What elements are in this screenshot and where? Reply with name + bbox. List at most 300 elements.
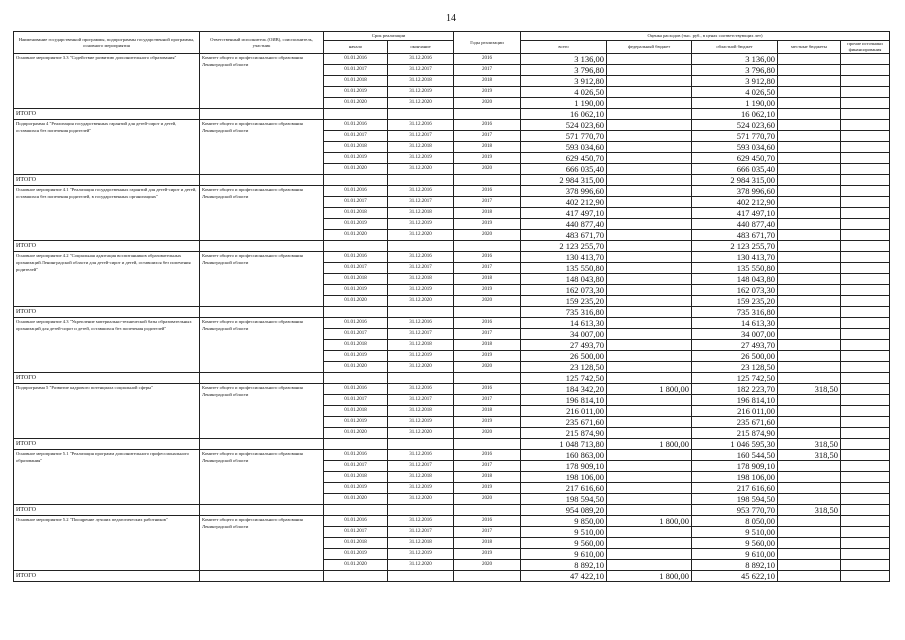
amount-total: 216 011,00 (521, 406, 607, 417)
amount-other (841, 142, 890, 153)
start-date: 01.01.2019 (324, 87, 388, 98)
amount-total: 26 500,00 (521, 351, 607, 362)
empty-cell (388, 439, 454, 450)
empty-cell (200, 373, 324, 384)
amount-federal (607, 153, 692, 164)
total-row (14, 109, 890, 120)
amount-federal: 1 800,00 (607, 384, 692, 395)
start-date: 01.01.2019 (324, 483, 388, 494)
total-local (778, 241, 841, 252)
year: 2020 (454, 164, 521, 175)
year: 2020 (454, 230, 521, 241)
amount-local (778, 417, 841, 428)
amount-local (778, 274, 841, 285)
year: 2017 (454, 263, 521, 274)
amount-local (778, 406, 841, 417)
start-date: 01.01.2017 (324, 65, 388, 76)
amount-regional: 159 235,20 (692, 296, 778, 307)
amount-regional: 440 877,40 (692, 219, 778, 230)
program-name: Основное мероприятие 4.3 "Укрепление материально-технической базы образовательных организаций для детей-сирот и детей, оставшихся без попечения родителей" (14, 318, 200, 373)
amount-local (778, 153, 841, 164)
amount-federal (607, 164, 692, 175)
year: 2018 (454, 472, 521, 483)
end-date: 31.12.2019 (388, 549, 454, 560)
amount-local (778, 461, 841, 472)
year: 2019 (454, 153, 521, 164)
total-other (841, 307, 890, 318)
start-date: 01.01.2018 (324, 76, 388, 87)
total-label: ИТОГО (14, 241, 200, 252)
total-other (841, 241, 890, 252)
amount-local (778, 263, 841, 274)
program-name: Основное мероприятие 5.2 "Поощрение лучших педагогических работников" (14, 516, 200, 571)
total-other (841, 505, 890, 516)
amount-total: 196 814,10 (521, 395, 607, 406)
amount-total: 524 023,60 (521, 120, 607, 131)
year: 2018 (454, 76, 521, 87)
start-date: 01.01.2020 (324, 494, 388, 505)
amount-federal (607, 142, 692, 153)
amount-local (778, 362, 841, 373)
responsible-executor: Комитет общего и профессионального образования Ленинградской области (200, 516, 324, 571)
amount-regional: 198 594,50 (692, 494, 778, 505)
amount-federal (607, 472, 692, 483)
amount-other (841, 120, 890, 131)
end-date: 31.12.2020 (388, 362, 454, 373)
year: 2020 (454, 560, 521, 571)
program-name: Основное мероприятие 4.2 "Социальная адаптация воспитанников образовательных организаций Ленинградской области для детей-сирот и детей, оставшихся без попечения родителей" (14, 252, 200, 307)
amount-other (841, 54, 890, 65)
amount-total: 483 671,70 (521, 230, 607, 241)
end-date: 31.12.2019 (388, 219, 454, 230)
start-date: 01.01.2017 (324, 197, 388, 208)
amount-other (841, 230, 890, 241)
start-date: 01.01.2019 (324, 219, 388, 230)
total-local: 318,50 (778, 439, 841, 450)
amount-federal (607, 54, 692, 65)
amount-total: 9 610,00 (521, 549, 607, 560)
amount-total: 27 493,70 (521, 340, 607, 351)
table-row (14, 318, 890, 329)
end-date: 31.12.2017 (388, 527, 454, 538)
year: 2019 (454, 417, 521, 428)
end-date: 31.12.2019 (388, 351, 454, 362)
total-label: ИТОГО (14, 505, 200, 516)
amount-other (841, 362, 890, 373)
amount-other (841, 98, 890, 109)
responsible-executor: Комитет общего и профессионального образования Ленинградской области (200, 252, 324, 307)
amount-federal (607, 65, 692, 76)
program-name: Основное мероприятие 5.1 "Реализация программ дополнительного профессионального образования" (14, 450, 200, 505)
amount-local (778, 252, 841, 263)
amount-local (778, 483, 841, 494)
amount-regional: 524 023,60 (692, 120, 778, 131)
amount-federal: 1 800,00 (607, 516, 692, 527)
amount-regional: 216 011,00 (692, 406, 778, 417)
responsible-executor: Комитет общего и профессионального образования Ленинградской области (200, 186, 324, 241)
amount-total: 198 106,00 (521, 472, 607, 483)
total-row (14, 571, 890, 582)
end-date: 31.12.2016 (388, 384, 454, 395)
amount-federal (607, 186, 692, 197)
amount-federal (607, 340, 692, 351)
amount-total: 184 342,20 (521, 384, 607, 395)
start-date: 01.01.2019 (324, 351, 388, 362)
start-date: 01.01.2017 (324, 263, 388, 274)
year: 2017 (454, 395, 521, 406)
amount-regional: 629 450,70 (692, 153, 778, 164)
header-period: Срок реализации (324, 32, 454, 41)
start-date: 01.01.2016 (324, 318, 388, 329)
amount-local: 318,50 (778, 384, 841, 395)
start-date: 01.01.2017 (324, 131, 388, 142)
amount-regional: 235 671,60 (692, 417, 778, 428)
year: 2018 (454, 274, 521, 285)
empty-cell (388, 175, 454, 186)
end-date: 31.12.2018 (388, 406, 454, 417)
header-name: Наименование государственной программы, подпрограммы государственной программы, основного мероприятия (14, 32, 200, 54)
amount-federal (607, 76, 692, 87)
amount-total: 198 594,50 (521, 494, 607, 505)
amount-federal (607, 263, 692, 274)
amount-total: 593 034,60 (521, 142, 607, 153)
start-date: 01.01.2017 (324, 329, 388, 340)
amount-other (841, 340, 890, 351)
total-total: 125 742,50 (521, 373, 607, 384)
empty-cell (200, 505, 324, 516)
empty-cell (324, 175, 388, 186)
amount-other (841, 219, 890, 230)
amount-other (841, 329, 890, 340)
amount-total: 160 863,00 (521, 450, 607, 461)
amount-total: 378 996,60 (521, 186, 607, 197)
table-row (14, 54, 890, 65)
start-date: 01.01.2016 (324, 384, 388, 395)
amount-total: 130 413,70 (521, 252, 607, 263)
start-date: 01.01.2019 (324, 549, 388, 560)
amount-federal (607, 406, 692, 417)
amount-other (841, 527, 890, 538)
total-regional: 953 770,70 (692, 505, 778, 516)
responsible-executor: Комитет общего и профессионального образования Ленинградской области (200, 54, 324, 109)
responsible-executor: Комитет общего и профессионального образования Ленинградской области (200, 384, 324, 439)
end-date: 31.12.2017 (388, 197, 454, 208)
amount-total: 1 190,00 (521, 98, 607, 109)
start-date: 01.01.2018 (324, 340, 388, 351)
amount-local (778, 351, 841, 362)
empty-cell (324, 571, 388, 582)
start-date: 01.01.2016 (324, 516, 388, 527)
amount-regional: 378 996,60 (692, 186, 778, 197)
empty-cell (324, 505, 388, 516)
amount-other (841, 384, 890, 395)
amount-local (778, 197, 841, 208)
amount-federal (607, 560, 692, 571)
end-date: 31.12.2017 (388, 461, 454, 472)
amount-total: 9 560,00 (521, 538, 607, 549)
total-row (14, 505, 890, 516)
amount-local (778, 494, 841, 505)
total-other (841, 373, 890, 384)
amount-regional: 483 671,70 (692, 230, 778, 241)
total-federal (607, 505, 692, 516)
amount-local (778, 131, 841, 142)
amount-other (841, 197, 890, 208)
end-date: 31.12.2020 (388, 230, 454, 241)
amount-local (778, 65, 841, 76)
amount-federal (607, 274, 692, 285)
amount-total: 148 043,80 (521, 274, 607, 285)
amount-total: 440 877,40 (521, 219, 607, 230)
amount-regional: 27 493,70 (692, 340, 778, 351)
header-other: прочие источники финансирования (841, 41, 890, 54)
year: 2017 (454, 131, 521, 142)
amount-regional: 8 050,00 (692, 516, 778, 527)
total-regional: 2 123 255,70 (692, 241, 778, 252)
empty-cell (388, 571, 454, 582)
start-date: 01.01.2019 (324, 285, 388, 296)
amount-total: 3 912,80 (521, 76, 607, 87)
total-federal (607, 175, 692, 186)
amount-total: 159 235,20 (521, 296, 607, 307)
amount-other (841, 208, 890, 219)
total-regional: 2 984 315,00 (692, 175, 778, 186)
total-total: 2 123 255,70 (521, 241, 607, 252)
empty-cell (200, 109, 324, 120)
start-date: 01.01.2018 (324, 208, 388, 219)
header-total: всего (521, 41, 607, 54)
empty-cell (388, 505, 454, 516)
amount-other (841, 406, 890, 417)
total-local (778, 109, 841, 120)
amount-total: 9 850,00 (521, 516, 607, 527)
end-date: 31.12.2019 (388, 483, 454, 494)
amount-local (778, 549, 841, 560)
amount-total: 34 007,00 (521, 329, 607, 340)
header-end: окончание (388, 41, 454, 54)
start-date: 01.01.2020 (324, 98, 388, 109)
amount-regional: 26 500,00 (692, 351, 778, 362)
year: 2016 (454, 450, 521, 461)
amount-other (841, 472, 890, 483)
amount-other (841, 450, 890, 461)
amount-local (778, 87, 841, 98)
year: 2017 (454, 197, 521, 208)
year: 2019 (454, 351, 521, 362)
amount-federal (607, 131, 692, 142)
start-date: 01.01.2017 (324, 527, 388, 538)
amount-other (841, 395, 890, 406)
start-date: 01.01.2019 (324, 417, 388, 428)
start-date: 01.01.2018 (324, 142, 388, 153)
end-date: 31.12.2018 (388, 538, 454, 549)
total-row (14, 307, 890, 318)
total-row (14, 175, 890, 186)
amount-regional: 1 190,00 (692, 98, 778, 109)
start-date: 01.01.2018 (324, 406, 388, 417)
amount-regional: 9 610,00 (692, 549, 778, 560)
end-date: 31.12.2018 (388, 76, 454, 87)
amount-total: 402 212,90 (521, 197, 607, 208)
amount-federal (607, 230, 692, 241)
total-total: 2 984 315,00 (521, 175, 607, 186)
amount-regional: 162 073,30 (692, 285, 778, 296)
amount-total: 178 909,10 (521, 461, 607, 472)
total-federal: 1 800,00 (607, 571, 692, 582)
end-date: 31.12.2016 (388, 516, 454, 527)
year: 2019 (454, 285, 521, 296)
amount-local (778, 428, 841, 439)
empty-cell (324, 241, 388, 252)
total-row (14, 439, 890, 450)
end-date: 31.12.2020 (388, 296, 454, 307)
header-regional: областной бюджет (692, 41, 778, 54)
total-federal: 1 800,00 (607, 439, 692, 450)
start-date: 01.01.2018 (324, 472, 388, 483)
amount-local (778, 318, 841, 329)
total-row (14, 373, 890, 384)
amount-local (778, 516, 841, 527)
amount-federal (607, 351, 692, 362)
total-total: 16 062,10 (521, 109, 607, 120)
empty-cell (200, 175, 324, 186)
amount-other (841, 538, 890, 549)
amount-local (778, 340, 841, 351)
amount-other (841, 417, 890, 428)
total-local (778, 373, 841, 384)
header-local: местные бюджеты (778, 41, 841, 54)
amount-local (778, 219, 841, 230)
header-federal: федеральный бюджет (607, 41, 692, 54)
year: 2018 (454, 538, 521, 549)
amount-regional: 182 223,70 (692, 384, 778, 395)
year: 2016 (454, 252, 521, 263)
table-row (14, 450, 890, 461)
table-row (14, 120, 890, 131)
start-date: 01.01.2018 (324, 274, 388, 285)
amount-regional: 3 912,80 (692, 76, 778, 87)
empty-cell (454, 373, 521, 384)
year: 2018 (454, 406, 521, 417)
amount-federal (607, 318, 692, 329)
header-start: начало (324, 41, 388, 54)
end-date: 31.12.2017 (388, 131, 454, 142)
total-federal (607, 307, 692, 318)
empty-cell (324, 373, 388, 384)
responsible-executor: Комитет общего и профессионального образования Ленинградской области (200, 318, 324, 373)
amount-other (841, 549, 890, 560)
amount-other (841, 76, 890, 87)
end-date: 31.12.2019 (388, 417, 454, 428)
year: 2019 (454, 483, 521, 494)
total-label: ИТОГО (14, 175, 200, 186)
amount-other (841, 87, 890, 98)
amount-other (841, 351, 890, 362)
empty-cell (200, 241, 324, 252)
empty-cell (200, 439, 324, 450)
end-date: 31.12.2018 (388, 340, 454, 351)
start-date: 01.01.2016 (324, 252, 388, 263)
amount-other (841, 186, 890, 197)
amount-federal (607, 120, 692, 131)
amount-federal (607, 494, 692, 505)
amount-regional: 215 874,90 (692, 428, 778, 439)
amount-other (841, 296, 890, 307)
amount-other (841, 164, 890, 175)
year: 2020 (454, 494, 521, 505)
amount-regional: 8 892,10 (692, 560, 778, 571)
end-date: 31.12.2016 (388, 318, 454, 329)
amount-federal (607, 197, 692, 208)
amount-regional: 178 909,10 (692, 461, 778, 472)
total-other (841, 571, 890, 582)
total-total: 954 089,20 (521, 505, 607, 516)
amount-federal (607, 527, 692, 538)
amount-other (841, 461, 890, 472)
year: 2016 (454, 384, 521, 395)
start-date: 01.01.2017 (324, 461, 388, 472)
empty-cell (324, 439, 388, 450)
amount-local (778, 142, 841, 153)
amount-total: 666 035,40 (521, 164, 607, 175)
amount-federal (607, 538, 692, 549)
total-regional: 1 046 595,30 (692, 439, 778, 450)
amount-other (841, 516, 890, 527)
amount-total: 629 450,70 (521, 153, 607, 164)
amount-federal (607, 252, 692, 263)
amount-other (841, 318, 890, 329)
amount-regional: 402 212,90 (692, 197, 778, 208)
empty-cell (324, 307, 388, 318)
amount-federal (607, 208, 692, 219)
year: 2019 (454, 549, 521, 560)
empty-cell (454, 109, 521, 120)
amount-total: 3 796,80 (521, 65, 607, 76)
year: 2018 (454, 142, 521, 153)
end-date: 31.12.2020 (388, 494, 454, 505)
amount-regional: 14 613,30 (692, 318, 778, 329)
program-name: Основное мероприятие 4.1 "Реализация государственных гарантий для детей-сирот и детей, оставшихся без попечения родителей, в государственных организациях" (14, 186, 200, 241)
page-number: 14 (446, 13, 456, 24)
amount-federal (607, 549, 692, 560)
header-estimate: Оценка расходов (тыс. руб., в ценах соответствующих лет) (521, 32, 890, 41)
amount-regional: 34 007,00 (692, 329, 778, 340)
amount-local (778, 76, 841, 87)
total-total: 47 422,10 (521, 571, 607, 582)
total-regional: 16 062,10 (692, 109, 778, 120)
amount-local (778, 120, 841, 131)
program-name: Основное мероприятие 3.3 "Содействие развитию дополнительного образования" (14, 54, 200, 109)
empty-cell (388, 307, 454, 318)
table-row (14, 252, 890, 263)
amount-regional: 571 770,70 (692, 131, 778, 142)
program-name: Подпрограмма 5 "Развитие кадрового потенциала социальной сферы" (14, 384, 200, 439)
amount-regional: 135 550,80 (692, 263, 778, 274)
start-date: 01.01.2020 (324, 230, 388, 241)
total-other (841, 175, 890, 186)
year: 2016 (454, 318, 521, 329)
amount-federal (607, 483, 692, 494)
end-date: 31.12.2018 (388, 208, 454, 219)
end-date: 31.12.2020 (388, 428, 454, 439)
total-local: 318,50 (778, 505, 841, 516)
amount-local (778, 186, 841, 197)
year: 2020 (454, 296, 521, 307)
empty-cell (454, 505, 521, 516)
amount-federal (607, 219, 692, 230)
start-date: 01.01.2016 (324, 54, 388, 65)
amount-regional: 417 497,10 (692, 208, 778, 219)
